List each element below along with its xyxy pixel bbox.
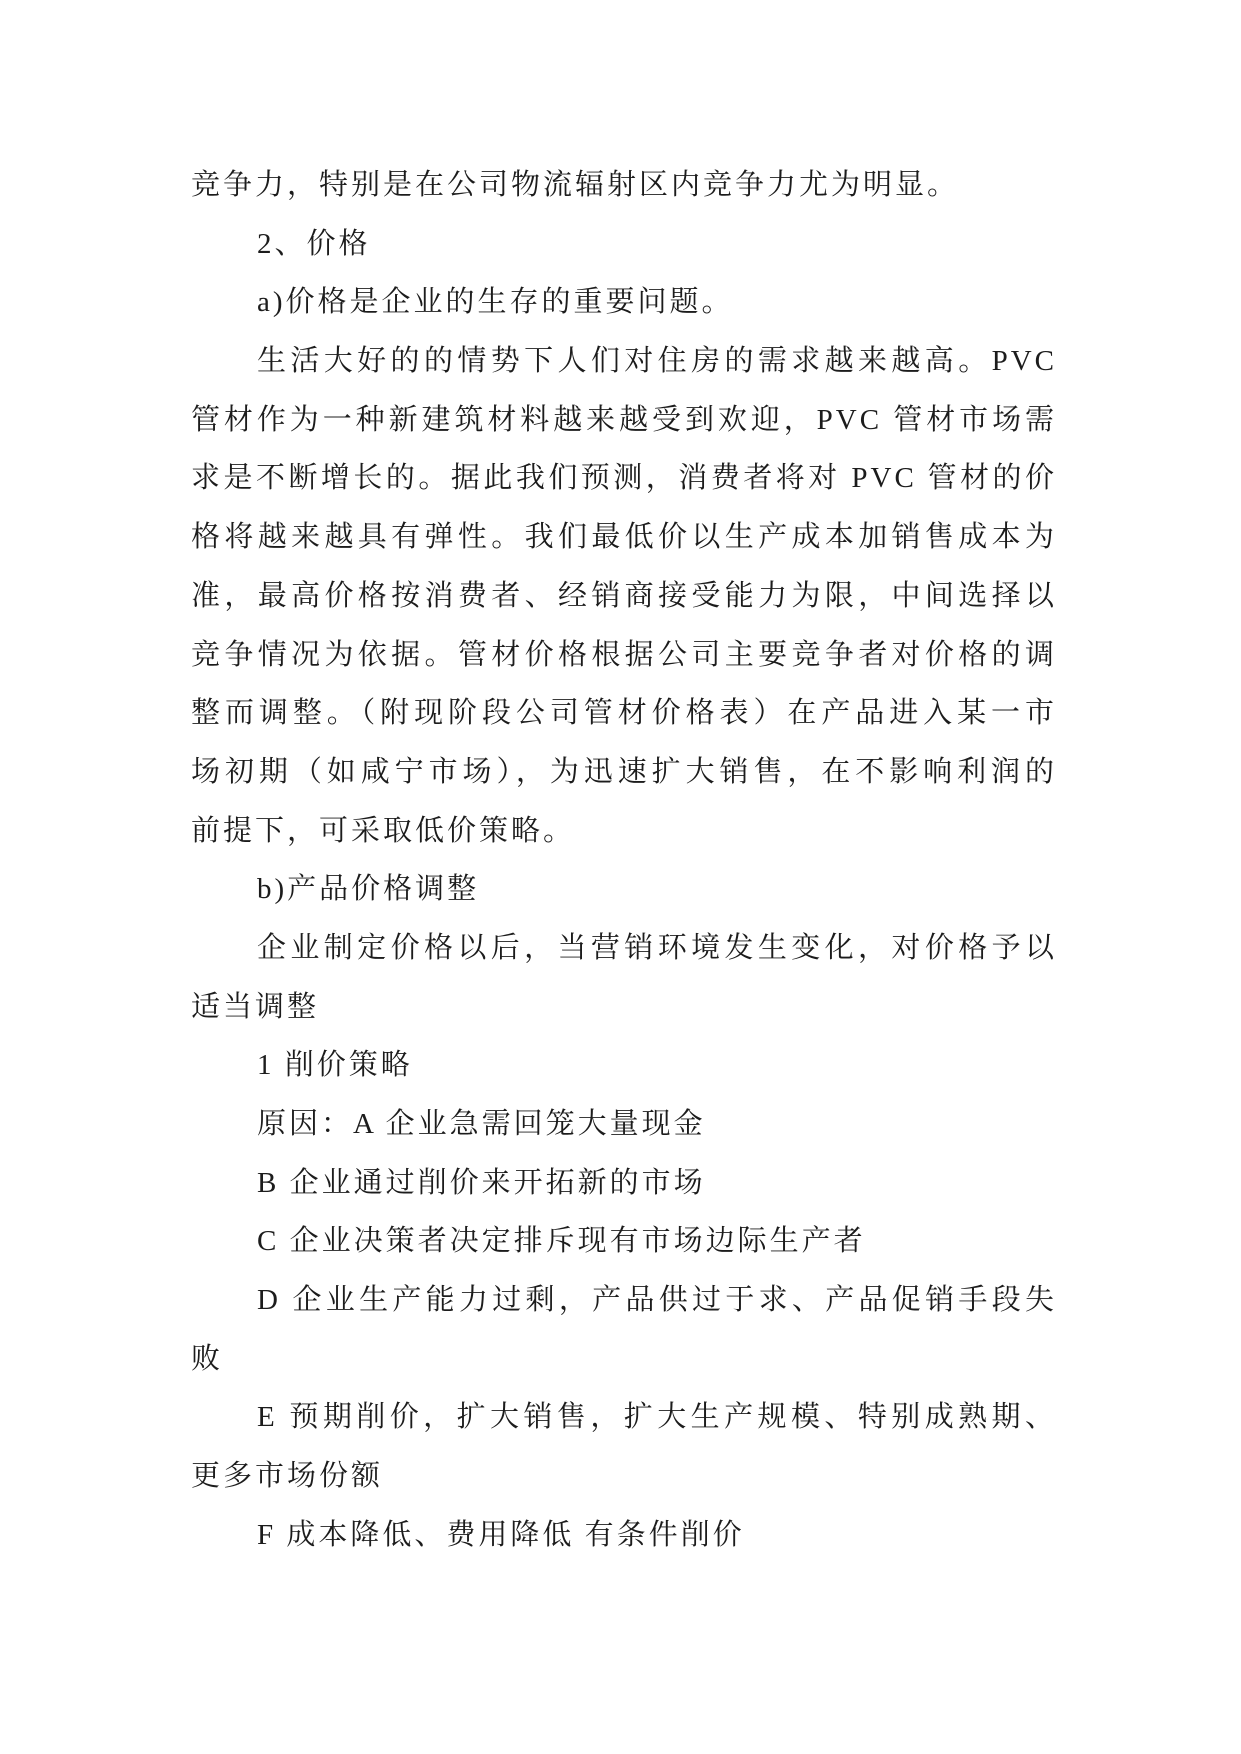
text-line: 整而调整。（附现阶段公司管材价格表）在产品进入某一市 [191, 697, 1057, 730]
list-item [191, 1388, 1057, 1505]
list-heading-text: 1 削价策略 [257, 1049, 413, 1082]
text-line: 企业制定价格以后，当营销环境发生变化，对价格予以 [257, 931, 1057, 964]
body-paragraph [191, 919, 1057, 1036]
section-heading [191, 215, 1057, 274]
list-item [191, 1506, 1057, 1565]
subheading-text: a)价格是企业的生存的重要问题。 [257, 286, 734, 319]
text-line: 求是不断增长的。据此我们预测，消费者将对 PVC 管材的价 [191, 462, 1057, 495]
body-paragraph [191, 332, 1057, 860]
list-item [191, 1154, 1057, 1213]
subheading [191, 273, 1057, 332]
list-item [191, 1212, 1057, 1271]
text-line: 场初期（如咸宁市场），为迅速扩大销售，在不影响利润的 [191, 755, 1057, 788]
subheading [191, 860, 1057, 919]
list-item-text: C 企业决策者决定排斥现有市场边际生产者 [257, 1225, 866, 1258]
list-item [191, 1095, 1057, 1154]
text-line: 适当调整 [191, 990, 320, 1023]
text-line: 前提下，可采取低价策略。 [191, 814, 576, 847]
list-heading [191, 1036, 1057, 1095]
list-item [191, 1271, 1057, 1388]
text-line: 生活大好的的情势下人们对住房的需求越来越高。PVC [257, 345, 1057, 378]
text-line: 管材作为一种新建筑材料越来越受到欢迎，PVC 管材市场需 [191, 403, 1057, 436]
list-item-text: 更多市场份额 [191, 1460, 384, 1493]
text-line: 竞争情况为依据。管材价格根据公司主要竞争者对价格的调 [191, 638, 1057, 671]
subheading-text: b)产品价格调整 [257, 873, 480, 906]
text-line: 格将越来越具有弹性。我们最低价以生产成本加销售成本为 [191, 521, 1057, 554]
list-item-text: D 企业生产能力过剩，产品供过于求、产品促销手段失 [257, 1284, 1057, 1317]
paragraph-continuation [191, 156, 1057, 215]
text-line: 竞争力，特别是在公司物流辐射区内竞争力尤为明显。 [191, 169, 960, 201]
list-item-text: 败 [191, 1342, 224, 1375]
list-item-text: F 成本降低、费用降低 有条件削价 [257, 1518, 745, 1551]
text-line: 准，最高价格按消费者、经销商接受能力为限，中间选择以 [191, 579, 1057, 612]
list-item-text: 原因：A 企业急需回笼大量现金 [257, 1108, 706, 1140]
list-item-text: B 企业通过削价来开拓新的市场 [257, 1166, 706, 1199]
list-item-text: E 预期削价，扩大销售，扩大生产规模、特别成熟期、 [257, 1401, 1057, 1434]
section-heading-text: 2、价格 [257, 227, 371, 260]
